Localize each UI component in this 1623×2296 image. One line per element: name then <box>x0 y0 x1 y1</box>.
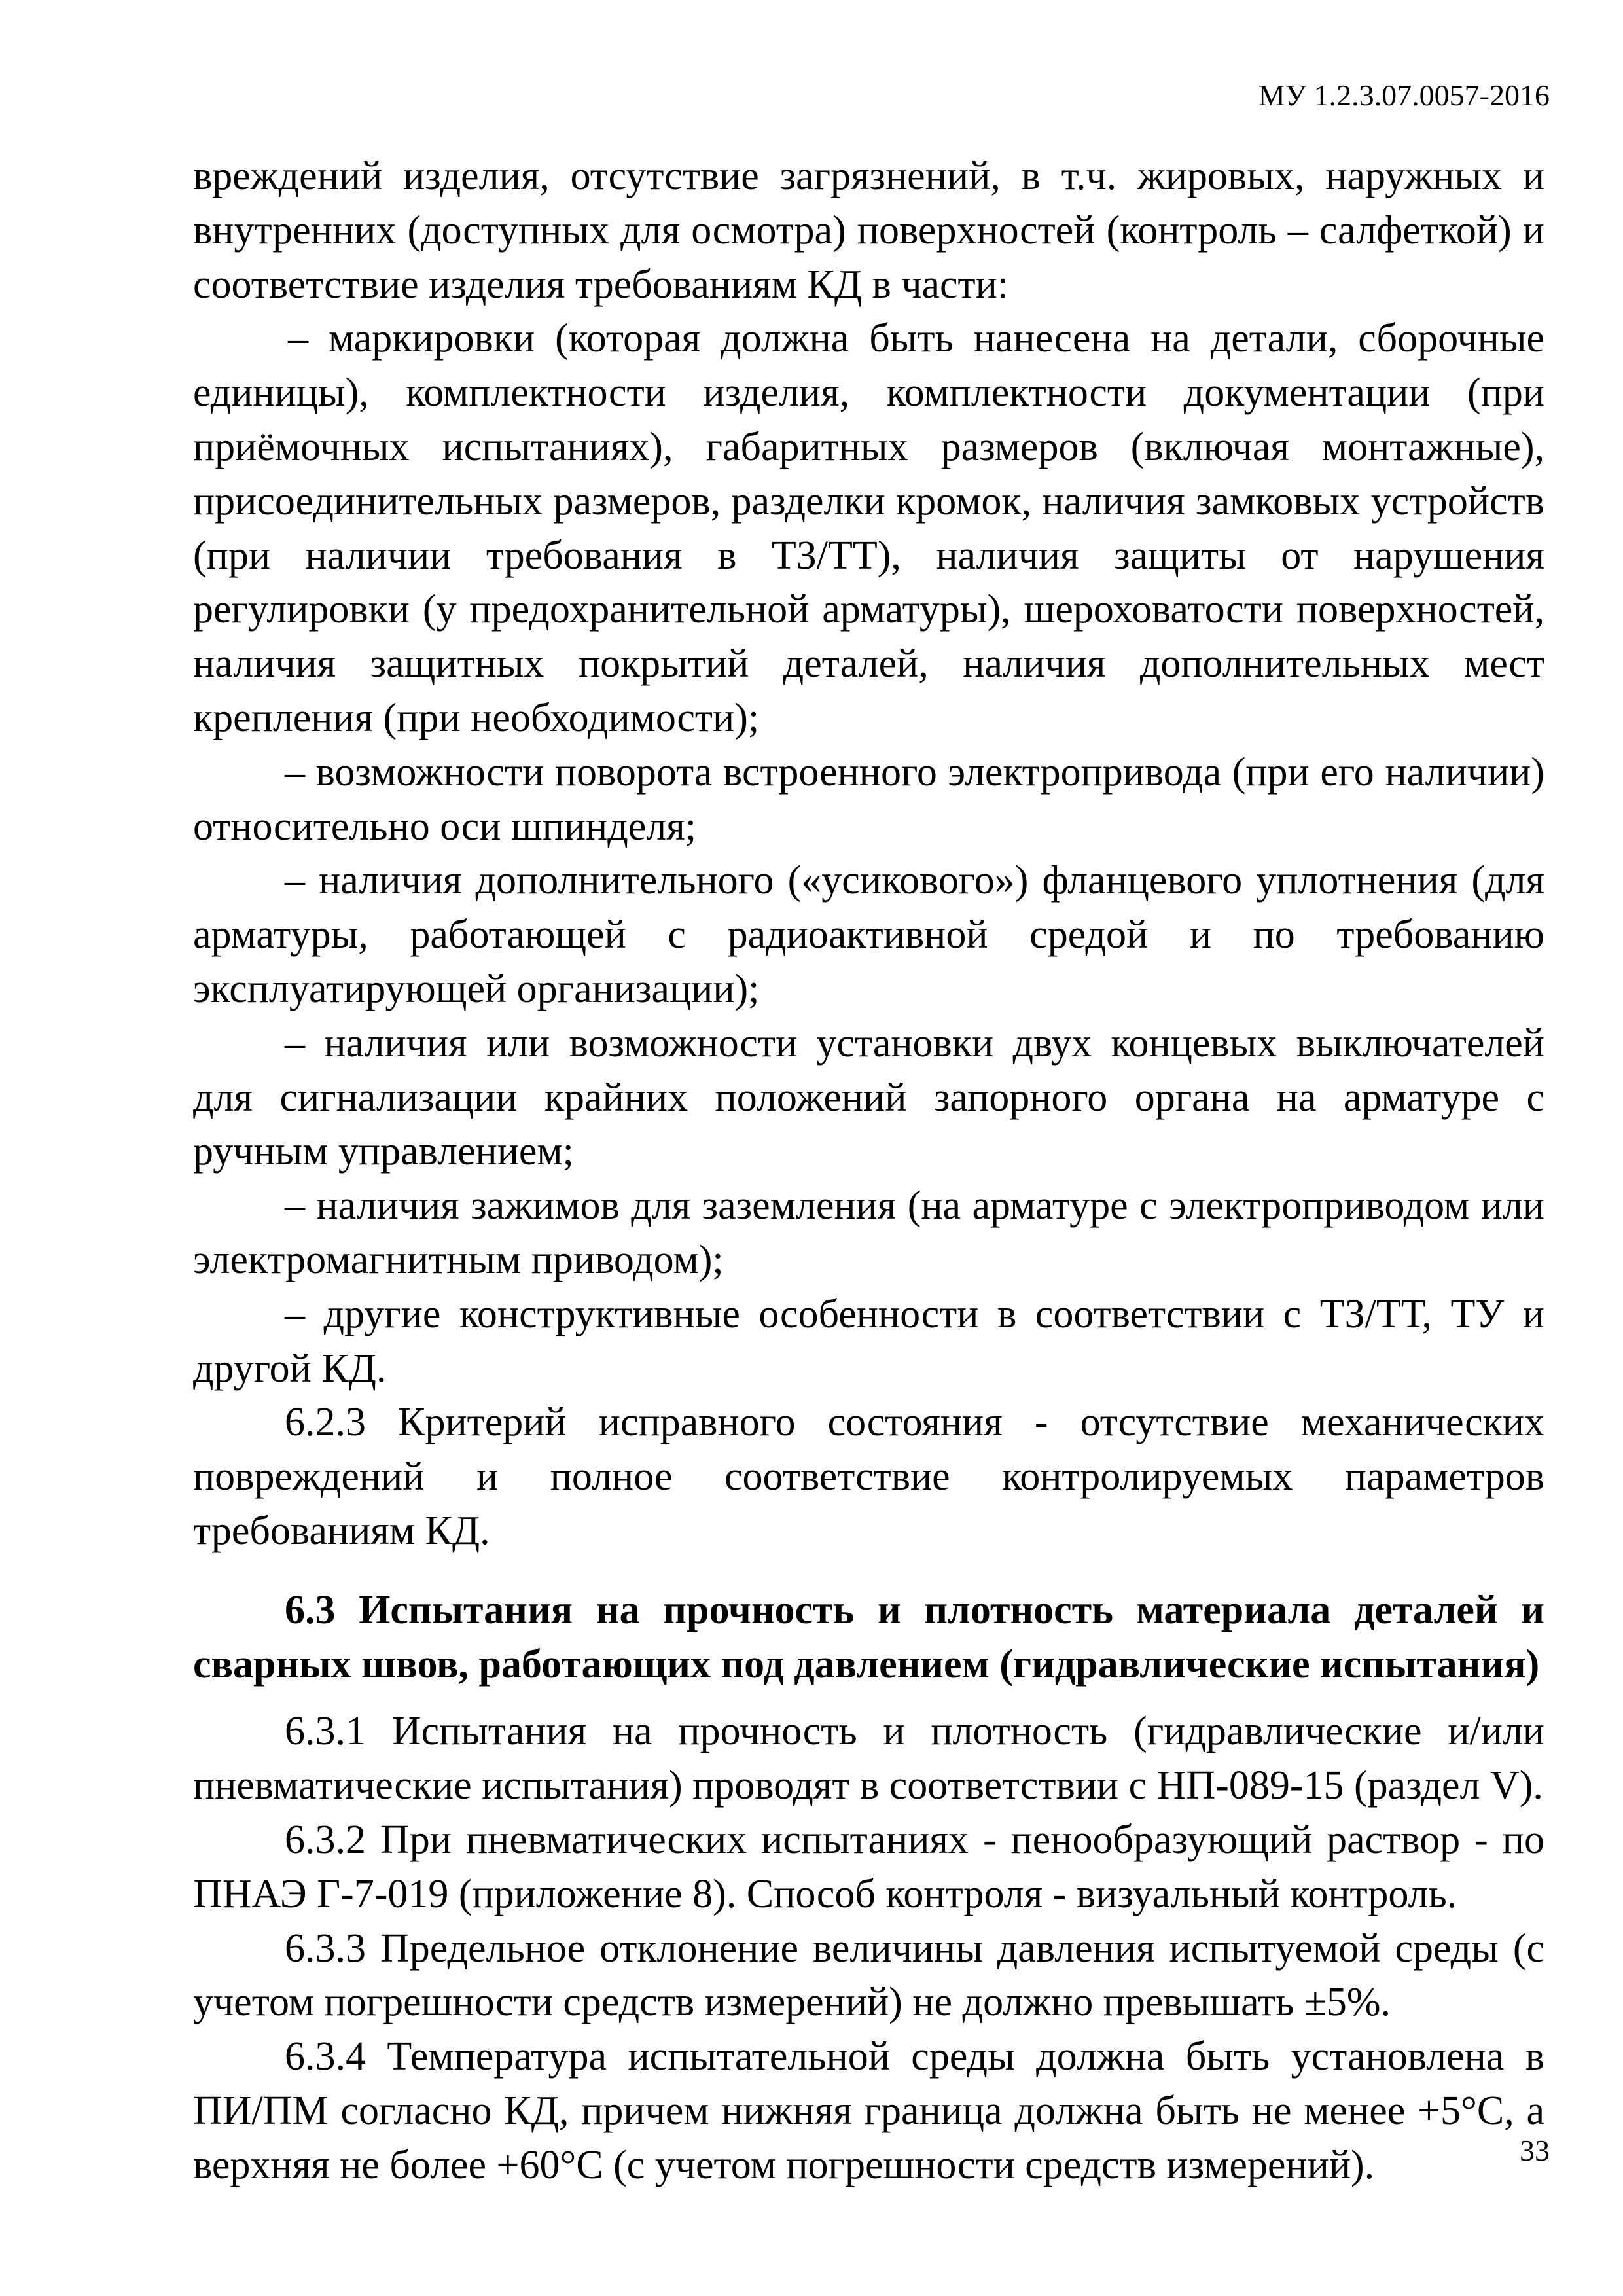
list-item-marking: – маркировки (которая должна быть нанесена на детали, сборочные единицы), комплектности изделия, комплектности документации (при приёмочных испытаниях), габаритных размеров (включая монтажные), присоединительных размеров, разделки кромок, наличия замковых устройств (при наличии требования в ТЗ/ТТ), наличия защиты от нарушения регулировки (у предохранительной арматуры), шероховатости поверхностей, наличия защитных покрытий деталей, наличия дополнительных мест крепления (при необходимости); <box>193 316 1544 740</box>
page-content <box>193 149 1544 2192</box>
paragraph-6-3-2: 6.3.2 При пневматических испытаниях - пенообразующий раствор - по ПНАЭ Г-7-019 (приложение 8). Способ контроля - визуальный контроль. <box>193 1817 1544 1916</box>
paragraph-6-3-3: 6.3.3 Предельное отклонение величины давления испытуемой среды (с учетом погрешности средств измерений) не должно превышать ±5%. <box>193 1926 1544 2025</box>
paragraph-6-2-3: 6.2.3 Критерий исправного состояния - отсутствие механических повреждений и полное соответствие контролируемых параметров требованиям КД. <box>193 1400 1544 1553</box>
list-item-drive-rotation: – возможности поворота встроенного электропривода (при его наличии) относительно оси шпинделя; <box>193 749 1544 849</box>
section-heading-6-3: 6.3 Испытания на прочность и плотность материала деталей и сварных швов, работающих под давлением (гидравлические испытания) <box>193 1587 1544 1687</box>
paragraph-continuation: вреждений изделия, отсутствие загрязнений, в т.ч. жировых, наружных и внутренних (доступных для осмотра) поверхностей (контроль – салфеткой) и соответствие изделия требованиям КД в части: <box>193 154 1544 307</box>
list-item-limit-switches: – наличия или возможности установки двух концевых выключателей для сигнализации крайних положений запорного органа на арматуре с ручным управлением; <box>193 1020 1544 1174</box>
document-code: МУ 1.2.3.07.0057-2016 <box>1258 79 1550 112</box>
list-item-other-features: – другие конструктивные особенности в соответствии с ТЗ/ТТ, ТУ и другой КД. <box>193 1291 1544 1391</box>
list-item-grounding: – наличия зажимов для заземления (на арматуре с электроприводом или электромагнитным приводом); <box>193 1183 1544 1282</box>
paragraph-6-3-4: 6.3.4 Температура испытательной среды должна быть установлена в ПИ/ПМ согласно КД, причем нижняя граница должна быть не менее +5°С, а верхняя не более +60°С (с учетом погрешности средств измерений). <box>193 2034 1544 2187</box>
list-item-flange-seal: – наличия дополнительного («усикового») фланцевого уплотнения (для арматуры, работающей с радиоактивной средой и по требованию эксплуатирующей организации); <box>193 858 1544 1011</box>
paragraph-6-3-1: 6.3.1 Испытания на прочность и плотность (гидравлические и/или пневматические испытания) проводят в соответствии с НП-089-15 (раздел V). <box>193 1709 1544 1808</box>
page-number: 33 <box>1520 2134 1550 2167</box>
